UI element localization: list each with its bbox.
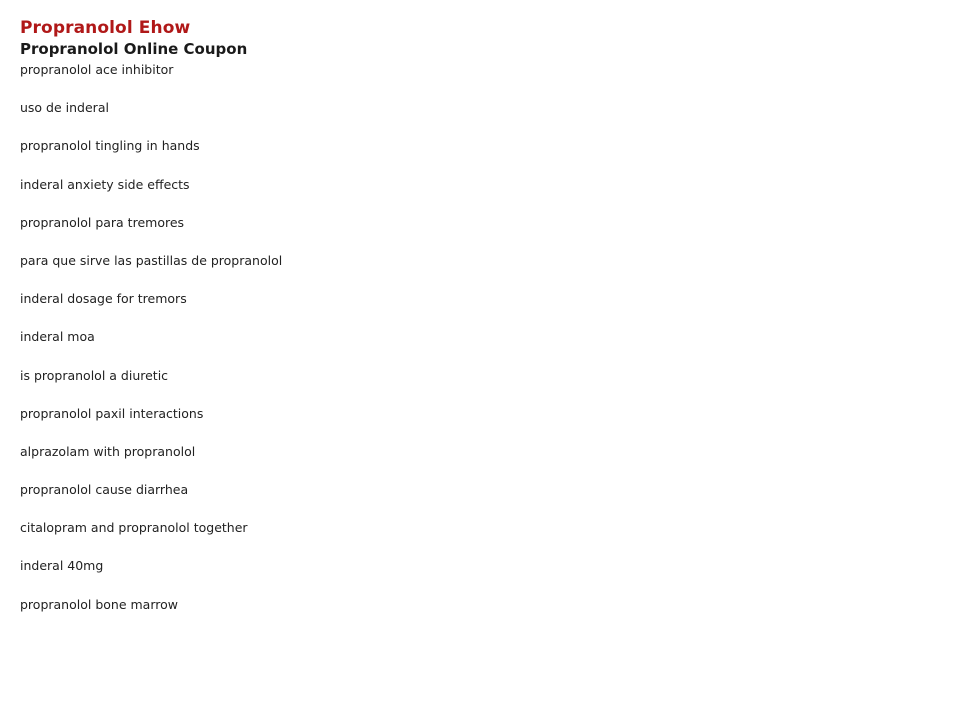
- list-item: inderal anxiety side effects: [20, 176, 190, 192]
- list-item: inderal dosage for tremors: [20, 291, 187, 307]
- list-item: inderal moa: [20, 329, 95, 345]
- list-item: propranolol ace inhibitor: [20, 62, 174, 77]
- page-subtitle: Propranolol Online Coupon: [20, 40, 248, 58]
- list-item: propranolol para tremores: [20, 214, 185, 230]
- keyword-list: [20, 62, 940, 613]
- list-item: propranolol cause diarrhea: [20, 482, 189, 498]
- list-item: is propranolol a diuretic: [20, 367, 169, 383]
- list-item: uso de inderal: [20, 100, 109, 116]
- list-item: propranolol paxil interactions: [20, 405, 204, 421]
- list-item: propranolol bone marrow: [20, 596, 178, 612]
- page-title: Propranolol Ehow: [20, 18, 191, 38]
- list-item: inderal 40mg: [20, 558, 104, 574]
- document-body: [20, 17, 940, 635]
- list-item: propranolol tingling in hands: [20, 138, 200, 154]
- list-item: citalopram and propranolol together: [20, 520, 248, 536]
- list-item: para que sirve las pastillas de propranolol: [20, 252, 283, 268]
- list-item: alprazolam with propranolol: [20, 443, 196, 459]
